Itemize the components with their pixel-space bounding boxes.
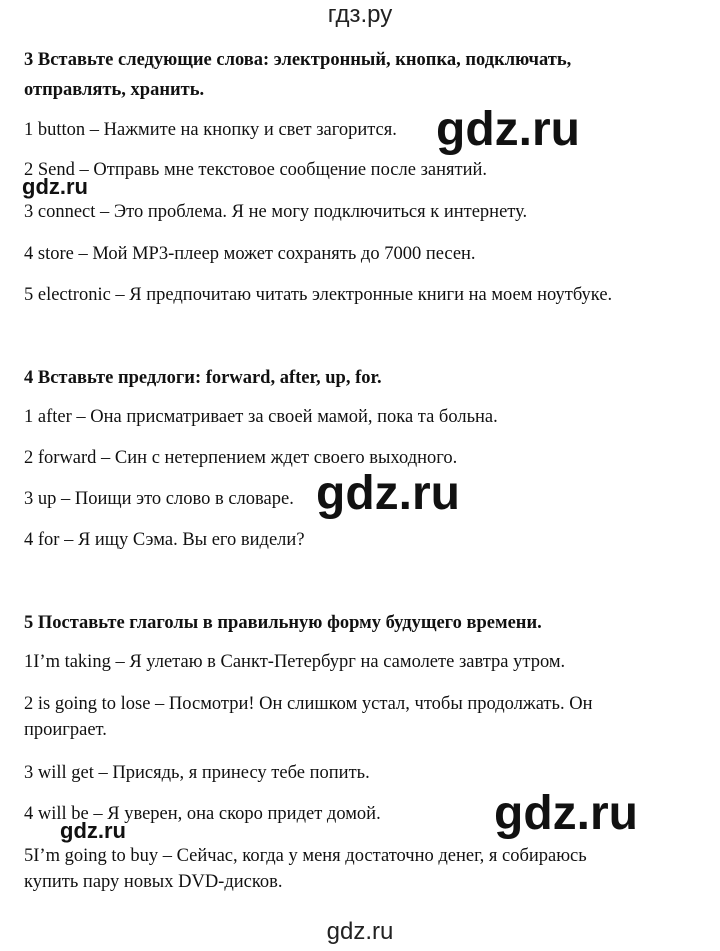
section-3-heading-cont: отправлять, хранить. xyxy=(24,80,205,100)
list-item: 3 connect – Это проблема. Я не могу подключиться к интернету. xyxy=(24,202,528,222)
watermark: gdz.ru xyxy=(494,787,638,840)
site-header: гдз.ру xyxy=(327,1,393,28)
list-item: 1 after – Она присматривает за своей мамой, пока та больна. xyxy=(24,407,498,427)
section-4-heading: 4 Вставьте предлоги: forward, after, up, for. xyxy=(24,368,382,388)
section-3-heading: 3 Вставьте следующие слова: электронный, кнопка, подключать, xyxy=(24,50,572,70)
watermark: gdz.ru xyxy=(60,818,126,843)
list-item: 2 Send – Отправь мне текстовое сообщение после занятий. xyxy=(24,160,488,180)
site-footer: gdz.ru xyxy=(326,918,394,945)
list-item: 5 electronic – Я предпочитаю читать электронные книги на моем ноутбуке. xyxy=(24,285,613,305)
list-item: 5I’m going to buy – Сейчас, когда у меня достаточно денег, я собираюсь xyxy=(24,846,587,866)
list-item: 2 forward – Син с нетерпением ждет своего выходного. xyxy=(24,448,458,468)
list-item: 4 store – Мой MP3-плеер может сохранять до 7000 песен. xyxy=(24,244,476,264)
list-item: 3 up – Поищи это слово в словаре. xyxy=(24,489,294,509)
list-item: 1 button – Нажмите на кнопку и свет загорится. xyxy=(24,120,397,140)
list-item: 3 will get – Присядь, я принесу тебе попить. xyxy=(24,763,370,783)
watermark: gdz.ru xyxy=(22,174,88,199)
watermark: gdz.ru xyxy=(316,467,460,520)
section-5-heading: 5 Поставьте глаголы в правильную форму будущего времени. xyxy=(24,613,542,633)
list-item: 2 is going to lose – Посмотри! Он слишком устал, чтобы продолжать. Он xyxy=(24,694,593,714)
list-item: 1I’m taking – Я улетаю в Санкт-Петербург на самолете завтра утром. xyxy=(24,652,566,672)
list-item-cont: купить пару новых DVD-дисков. xyxy=(24,872,283,892)
list-item: 4 will be – Я уверен, она скоро придет домой. xyxy=(24,804,381,824)
list-item-cont: проиграет. xyxy=(24,720,107,740)
list-item: 4 for – Я ищу Сэма. Вы его видели? xyxy=(24,530,305,550)
watermark: gdz.ru xyxy=(436,103,580,156)
